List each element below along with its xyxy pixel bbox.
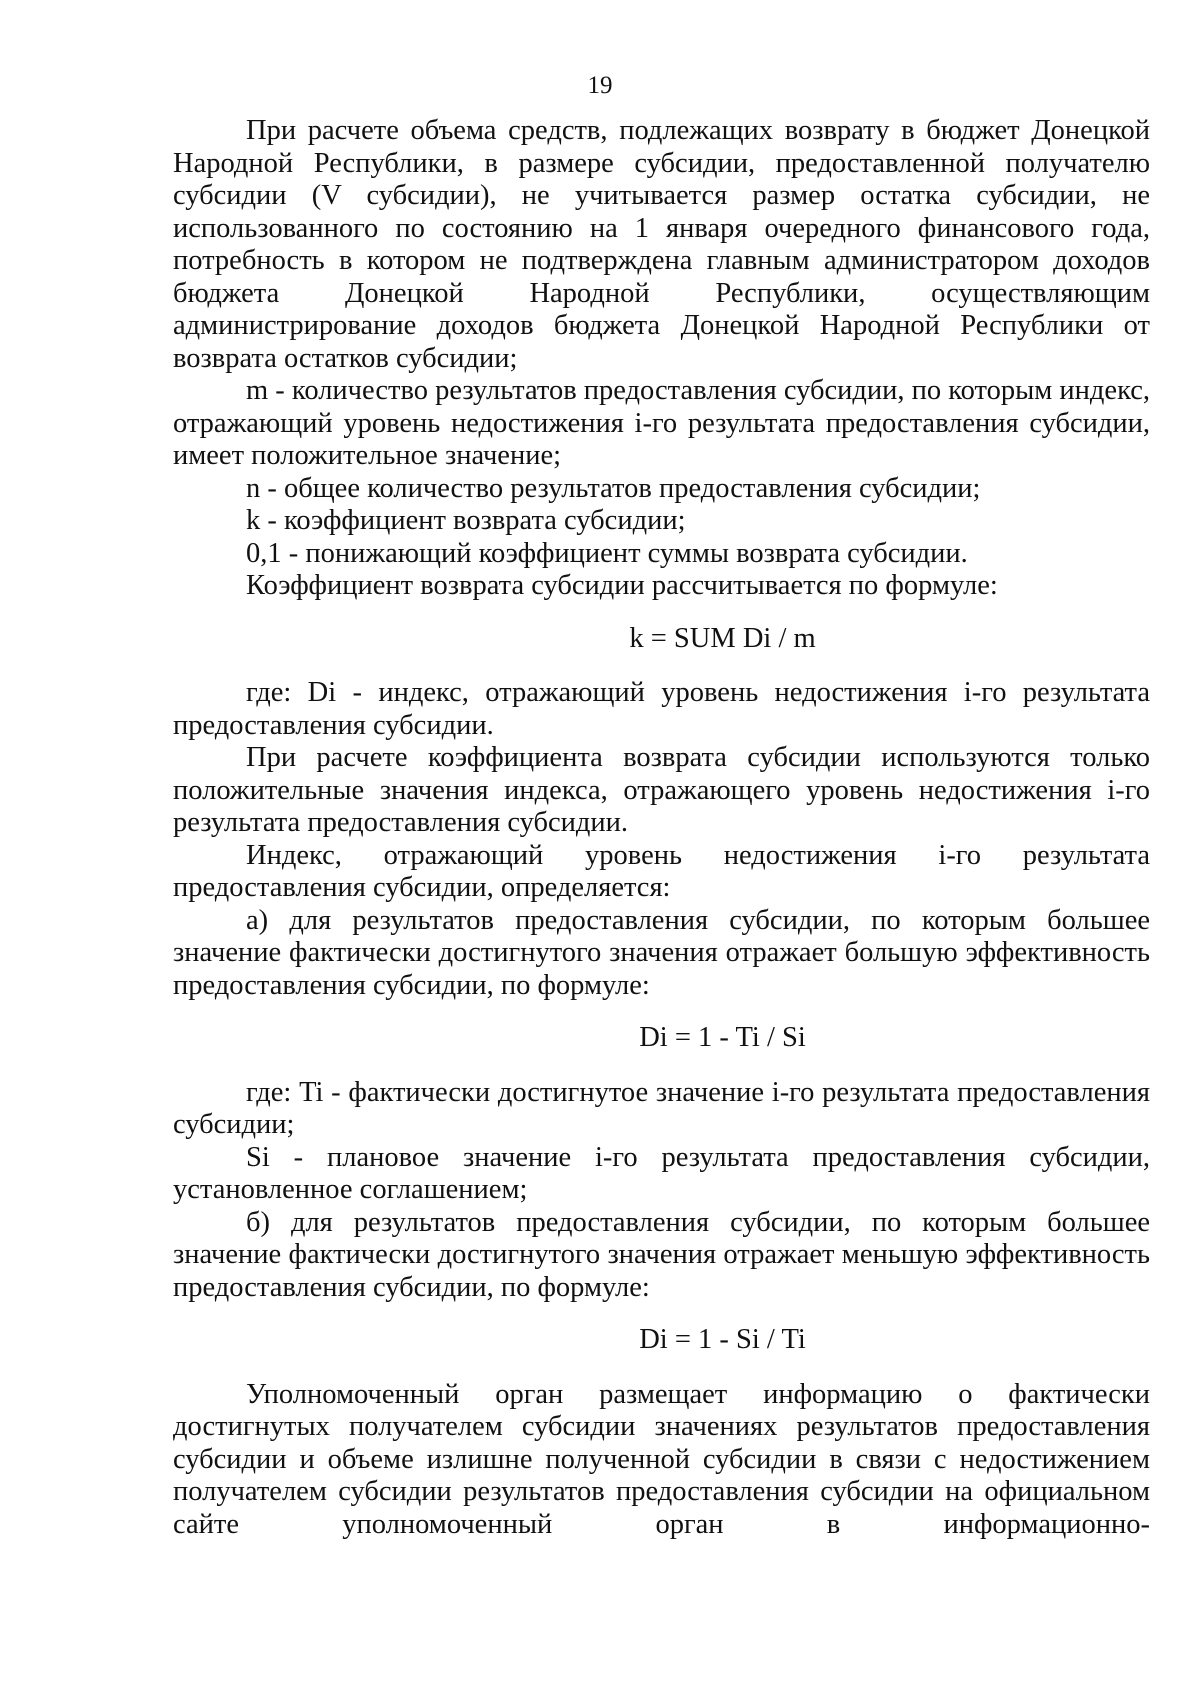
paragraph-ti-definition: где: Ti - фактически достигнутое значение i-го результата предоставления субсидии; — [173, 1076, 1150, 1140]
document-body — [173, 115, 1150, 1541]
formula-di-a: Di = 1 - Ti / Si — [639, 1022, 806, 1053]
paragraph-di-definition: где: Di - индекс, отражающий уровень недостижения i-го результата предоставления субсидии. — [173, 677, 1150, 741]
paragraph-case-b: б) для результатов предоставления субсидии, по которым большее значение фактически достигнутого значения отражает меньшую эффективность предоставления субсидии, по формуле: — [173, 1206, 1150, 1303]
formula-di-b: Di = 1 - Si / Ti — [639, 1324, 806, 1355]
paragraph-refund-calculation: При расчете объема средств, подлежащих возврату в бюджет Донецкой Народной Республики, в размере субсидии, предоставленной получателю субсидии (V субсидии), не учитывается размер остатка субсидии, не использованного по состоянию на 1 января очередного финансового года, потребность в котором не подтверждена главным администратором доходов бюджета Донецкой Народной Республики, осуществляющим администрирование доходов бюджета Донецкой Народной Республики от возврата остатков субсидии; — [173, 115, 1150, 374]
paragraph-coefficient-intro: Коэффициент возврата субсидии рассчитывается по формуле: — [246, 570, 998, 601]
spacer — [173, 655, 1150, 677]
spacer — [173, 1304, 1150, 1324]
spacer — [173, 1357, 1150, 1379]
paragraph-index-determined: Индекс, отражающий уровень недостижения i-го результата предоставления субсидии, определяется: — [173, 839, 1150, 903]
paragraph-n-definition: n - общее количество результатов предоставления субсидии; — [246, 472, 981, 504]
paragraph-positive-values: При расчете коэффициента возврата субсидии используются только положительные значения индекса, отражающего уровень недостижения i-го результата предоставления субсидии. — [173, 742, 1150, 838]
paragraph-reducing-coefficient: 0,1 - понижающий коэффициент суммы возврата субсидии. — [246, 537, 968, 569]
page-number: 19 — [587, 72, 613, 99]
spacer — [173, 603, 1150, 623]
paragraph-si-definition: Si - плановое значение i-го результата предоставления субсидии, установленное соглашением; — [173, 1141, 1150, 1205]
paragraph-k-definition: k - коэффициент возврата субсидии; — [246, 505, 686, 536]
formula-k: k = SUM Di / m — [629, 622, 816, 654]
spacer — [173, 1055, 1150, 1077]
paragraph-m-definition: m - количество результатов предоставления субсидии, по которым индекс, отражающий уровень недостижения i-го результата предоставления субсидии, имеет положительное значение; — [173, 375, 1150, 471]
spacer — [173, 1002, 1150, 1022]
paragraph-case-a: а) для результатов предоставления субсидии, по которым большее значение фактически достигнутого значения отражает большую эффективность предоставления субсидии, по формуле: — [173, 904, 1150, 1001]
paragraph-authorized-body: Уполномоченный орган размещает информацию о фактически достигнутых получателем субсидии значениях результатов предоставления субсидии и объеме излишне полученной субсидии в связи с недостижением получателем субсидии результатов предоставления субсидии на официальном сайте уполномоченный орган в информационно- — [173, 1378, 1150, 1540]
